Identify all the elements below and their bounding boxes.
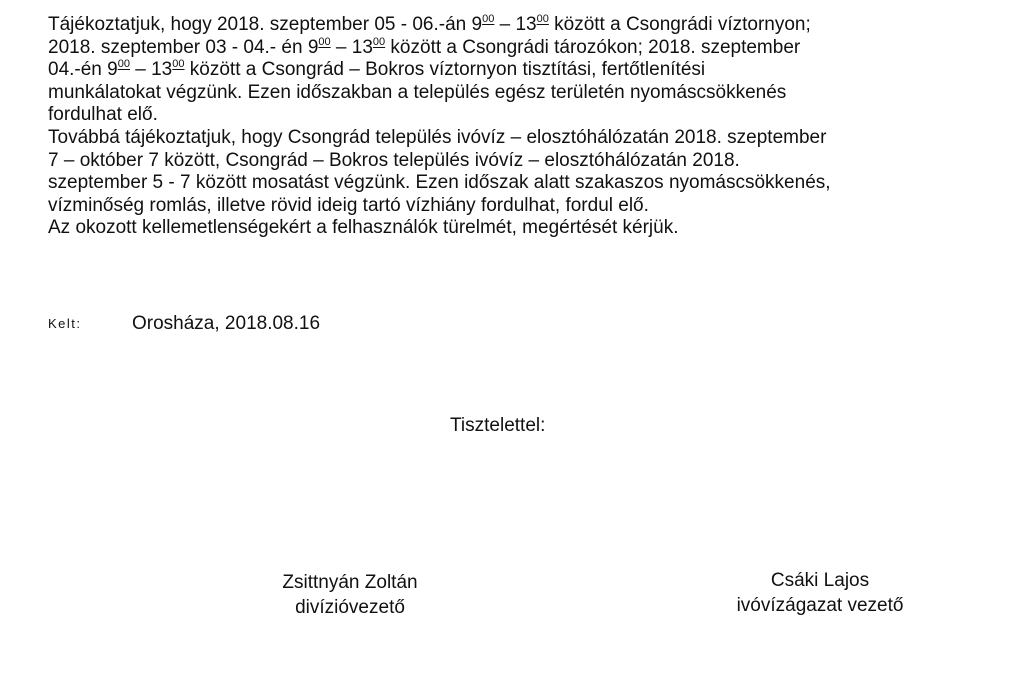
notice-line-7: 7 – október 7 között, Csongrád – Bokros település ivóvíz – elosztóhálózatán 2018. <box>48 149 740 171</box>
time-minutes-superscript: 00 <box>318 35 331 48</box>
notice-text: 2018. szeptember 03 - 04.- én 9 <box>48 36 319 58</box>
notice-text: – 13 <box>129 59 173 81</box>
notice-line-2 <box>48 37 988 60</box>
signatory-title: divízióvezető <box>295 597 405 618</box>
time-minutes-superscript: 00 <box>172 58 185 71</box>
dated-row <box>48 312 320 336</box>
signatory-name: Zsittnyán Zoltán <box>282 572 418 593</box>
notice-line-3 <box>48 59 988 82</box>
notice-line-9: vízminőség romlás, illetve rövid ideig tartó vízhiány fordulhat, fordul elő. <box>48 194 649 216</box>
time-minutes-superscript: 00 <box>117 58 130 71</box>
notice-text: között a Csongrádi víztornyon; <box>548 14 811 35</box>
notice-text: között a Csongrád – Bokros víztornyon tisztítási, fertőtlenítési <box>184 59 706 81</box>
dated-value: Orosháza, 2018.08.16 <box>132 313 321 334</box>
closing-greeting: Tisztelettel: <box>450 415 546 436</box>
notice-body <box>48 14 988 240</box>
time-minutes-superscript: 00 <box>372 35 386 48</box>
notice-line-4: munkálatokat végzünk. Ezen időszakban a település egész területén nyomáscsökkenés <box>48 81 787 103</box>
dated-label: Kelt: <box>48 316 82 331</box>
notice-text: – 13 <box>330 36 373 58</box>
time-minutes-superscript: 00 <box>482 13 495 25</box>
signature-block-left <box>250 570 450 620</box>
signature-block-right <box>700 568 940 618</box>
notice-line-6: Továbbá tájékoztatjuk, hogy Csongrád település ivóvíz – elosztóhálózatán 2018. szeptember <box>48 126 827 148</box>
notice-line-10: Az okozott kellemetlenségekért a felhasználók türelmét, megértését kérjük. <box>48 217 679 239</box>
notice-text: között a Csongrádi tározókon; 2018. szeptember <box>385 36 801 58</box>
notice-line-8: szeptember 5 - 7 között mosatást végzünk. Ezen időszak alatt szakaszos nyomáscsökkenés, <box>48 172 831 194</box>
notice-text: Tájékoztatjuk, hogy 2018. szeptember 05 - 06.-án 9 <box>48 14 483 35</box>
notice-text: 04.-én 9 <box>48 59 118 81</box>
signatory-title: ivóvízágazat vezető <box>736 595 904 616</box>
notice-text: – 13 <box>494 14 537 35</box>
time-minutes-superscript: 00 <box>536 13 549 25</box>
notice-line-1 <box>48 14 988 37</box>
notice-line-5: fordulhat elő. <box>48 104 158 126</box>
signatory-name: Csáki Lajos <box>770 570 870 591</box>
